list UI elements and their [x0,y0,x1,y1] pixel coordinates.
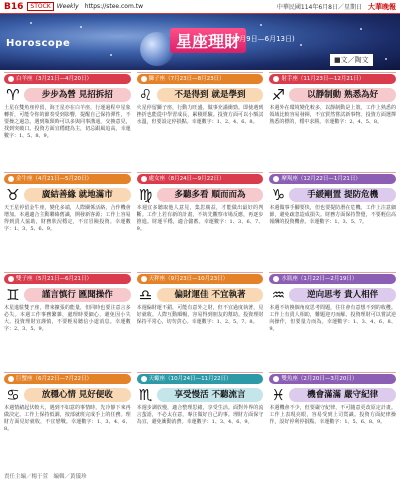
star-icon [141,276,147,282]
star-icon [141,376,147,382]
sign-body: 本週步調放慢，適合整理思緒，享受生活。面對外界的流言蜚語，不必太在意，專注做好自己的事。理財方面保守為宜，避免衝動消費。幸運數字：1、3、4、6、9。 [136,405,264,425]
sign-body: 本週偏財運不錯，可能有意外之財，但不宜過度執著，見好就收。人際互動順暢，容易得到朋友的幫助。投資理財保持平常心，切勿貪心。幸運數字：1、2、5、7、8。 [136,305,264,325]
leo-icon: ♌ [138,86,153,104]
sign-body: 木星進駐雙子座，帶來擴張的能量，但同時也要注意言多必失。本週工作事務繁雜，處理時要細心，避免因小失大。投資理財宜謹慎，不要輕易聽信小道消息。幸運數字：2、3、5、9。 [4,305,131,332]
star-icon [8,176,14,182]
planet-graphic [140,32,174,66]
sign-body: 土星在雙魚座停留，海王星亦在白羊座，行運過程中星象轉折，可能令你的節奏受到影響，提醒自己保持彈性，不要操之過急。遇到瓶頸時可以多與同事溝通，交換意見，找到突破口。投資方面宜穩健為主，切忌跟風追高。幸運數字：1、5、8、9。 [4,105,131,139]
page-footer: 責任主編／楊于萱 編輯／黃儀珍 [4,474,87,480]
sign-sagittarius [269,72,396,168]
issue-date: 中華民國114年6月8日／星期日 [276,4,362,11]
pisces-icon: ♓ [271,386,286,404]
sign-label: 雙魚座（2月20日—3月20日） [281,375,358,382]
gemini-icon: ♊ [6,286,20,304]
scorpio-icon: ♏ [138,386,153,404]
sign-headline: 步步為營 見招拆招 [24,88,131,102]
cancer-icon: ♋ [6,386,20,404]
sign-headline: 謹言慎行 匯聞操作 [24,288,131,302]
sign-headline: 不是得到 就是學到 [157,88,264,102]
aquarius-icon: ♒ [271,286,286,304]
sign-capricorn [269,172,396,268]
capricorn-icon: ♑ [271,186,286,204]
sign-label: 摩羯座（12月22日—1月21日） [281,175,361,182]
section-tag: STOCK [27,2,53,11]
star-icon [273,76,279,82]
libra-icon: ♎ [138,286,153,304]
sign-label: 巨蟹座（6月22日—7月22日） [16,375,92,382]
sign-body: 本週機會不少，但要嚴守紀律，不可隨意更改原定計畫。工作上表現亮眼，容易受到上司賞識。投資方面紀律操作，設好停利停損點。幸運數字：1、5、6、8、9。 [269,405,396,425]
paper-logo: 大華晚報 [368,2,396,11]
site-url[interactable]: https://stee.com.tw [84,3,143,10]
sign-aquarius [269,272,396,368]
sign-gemini [4,272,131,368]
horoscope-grid [4,72,396,468]
sign-cancer [4,372,131,468]
sign-label: 雙子座（5月21日—6月21日） [16,275,92,282]
star-icon [273,376,279,382]
sign-body: 本週宜多聽取他人意見，集思廣益，才能做出最好的判斷。工作上若有新的計畫，不妨先觀察市場反應，再逐步推進。財運平穩，適合儲蓄。幸運數字：1、3、6、7、9。 [136,205,264,232]
sign-virgo [137,172,264,268]
sign-headline: 廣結善緣 就地滿市 [24,188,131,202]
byline: ■文／陶文 [330,54,373,66]
virgo-icon: ♍ [138,186,153,204]
weekly-label: Weekly [56,3,79,10]
sign-label: 水瓶座（1月22日—2月19日） [281,275,358,282]
sign-body: 本週外在環境變化較多，以靜制動是上策。工作上熟悉的領域比較容易發揮，不宜貿然嘗試新事物。投資方面選擇熟悉的標的，穩中求勝。幸運數字：2、4、5、8。 [269,105,396,125]
sagittarius-icon: ♐ [271,86,286,104]
sign-label: 金牛座（4月21日—5月20日） [16,175,92,182]
sign-body: 本週情緒起伏較大，遇到不如意的事情時，先冷靜下來再做決定。工作上保持低調，按部就班完成手上的任務。理財方面見好就收，不宜戀戰。幸運數字：1、3、4、6、8。 [4,405,131,432]
horoscope-banner [0,14,400,70]
star-icon [273,276,279,282]
sign-pisces [269,372,396,468]
banner-english-title: Horoscope [6,38,71,49]
sign-label: 天蠍座（10月24日—11月22日） [148,375,232,382]
sign-headline: 手緩剛置 提防危機 [289,188,396,202]
banner-title: 星座理財 [170,28,246,53]
sign-headline: 偏財運佳 不宜執著 [157,288,264,302]
sign-scorpio [137,372,264,468]
sign-aries [4,72,131,168]
sign-libra [137,272,264,368]
sign-taurus [4,172,131,268]
page-number: B16 [4,1,24,12]
star-icon [8,76,14,82]
sign-headline: 逆向思考 貴人相伴 [289,288,396,302]
sign-label: 白羊座（3月21日—4月20日） [16,75,92,82]
star-icon [273,176,279,182]
star-icon [8,276,14,282]
star-icon [141,176,147,182]
sign-label: 天秤座（9月23日—10月23日） [148,275,229,282]
top-strip [0,0,400,14]
sign-leo [137,72,264,168]
sign-body: 火星停留獅子座，行動力旺盛，做事充滿衝勁。即使遇到挫折也能從中學習成長，累積經驗。投資方面可以小額試水溫，但要設定停損點。幸運數字：1、2、4、6、8。 [136,105,264,125]
taurus-icon: ♉ [6,186,20,204]
sign-label: 射手座（11月23日—12月21日） [281,75,365,82]
sign-label: 獅子座（7月23日—8月23日） [148,75,225,82]
sign-headline: 多聽多看 順而而為 [157,188,264,202]
aries-icon: ♈ [6,86,20,104]
sign-headline: 享受慢活 不聽流言 [157,388,264,402]
sign-body: 本週不妨換個角度思考問題，往往會有意想不到的收穫。工作上有貴人相助，難題迎刃而解。投資理財可以嘗試逆向操作，但要量力而為。幸運數字：1、3、4、6、8、9。 [269,305,396,332]
banner-date-range: (6月9日—6月13日) [232,35,295,43]
sign-label: 處女座（8月24日—9月22日） [148,175,225,182]
sign-headline: 以靜制動 熟悉為好 [289,88,396,102]
star-icon [141,76,147,82]
sign-headline: 放穩心情 見好便收 [24,388,131,402]
sign-body: 天王星停留金牛座，變化多端，人際關係活絡，合作機會增加。本週適合主動聯絡舊識，開發新客源；工作上容易得到貴人協助，財務狀況穩定，不宜冒險投資。幸運數字：1、3、5、6、9。 [4,205,131,232]
sign-headline: 機會滿滿 嚴守紀律 [289,388,396,402]
sign-body: 本週做事手腳要快，但也要提防潛在危機。工作上注意細節，避免疏忽造成損失。財務方面保持警覺，不要輕信高報酬的投資機會。幸運數字：1、3、5、7。 [269,205,396,225]
star-icon [8,376,14,382]
